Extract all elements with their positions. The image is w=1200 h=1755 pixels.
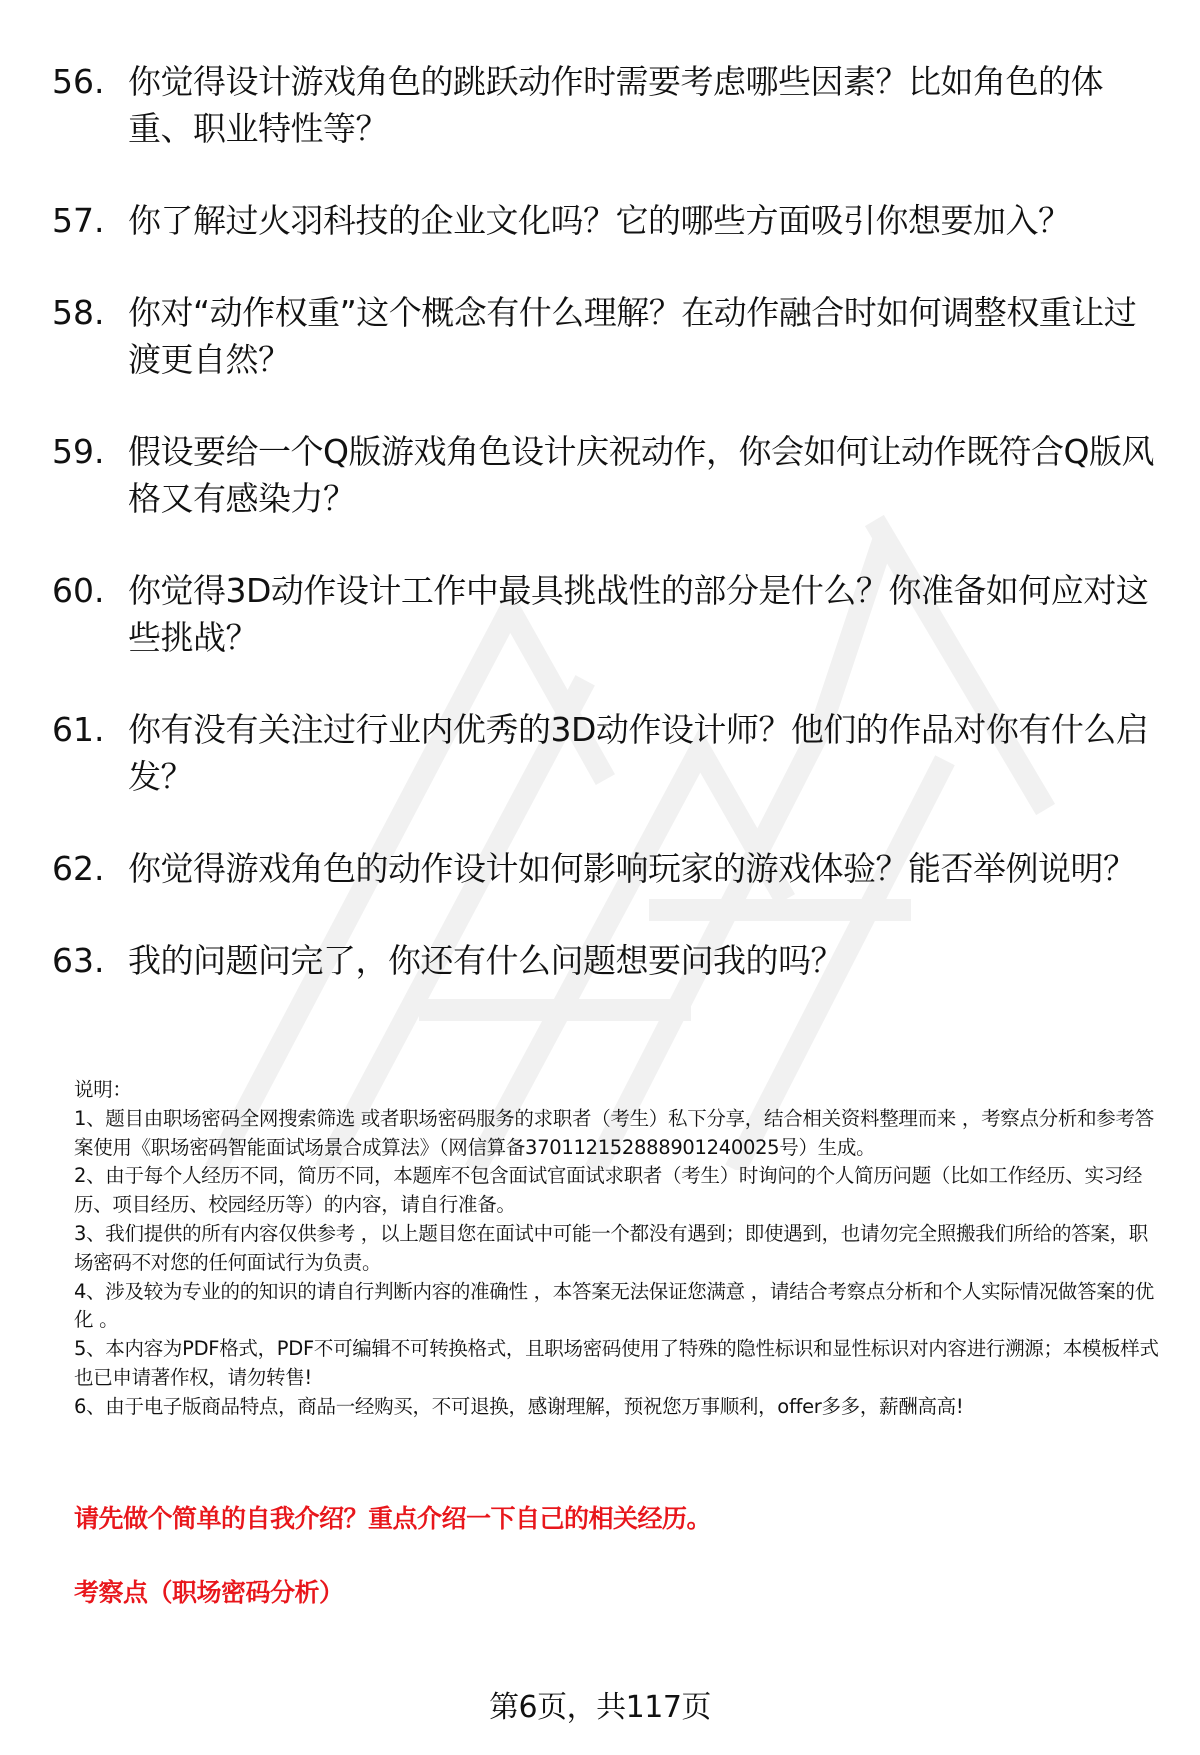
question-number: 60. (52, 571, 105, 610)
question-item (52, 428, 1162, 522)
question-item (52, 845, 1162, 892)
question-item (52, 567, 1162, 661)
question-text: 你有没有关注过行业内优秀的3D动作设计师？他们的作品对你有什么启发？ (128, 710, 1149, 796)
question-text: 你觉得设计游戏角色的跳跃动作时需要考虑哪些因素？比如角色的体重、职业特性等？ (128, 62, 1103, 148)
question-number: 58. (52, 293, 105, 332)
question-number: 63. (52, 941, 105, 980)
page-number: 第6页，共117页 (489, 1690, 711, 1725)
question-item (52, 197, 1162, 244)
note-line: 6、由于电子版商品特点，商品一经购买，不可退换，感谢理解，预祝您万事顺利，offer多多，薪酬高高! (74, 1394, 964, 1418)
question-number: 56. (52, 62, 105, 101)
question-item (52, 58, 1162, 152)
note-line: 2、由于每个人经历不同，简历不同，本题库不包含面试官面试求职者（考生）时询问的个人简历问题（比如工作经历、实习经历、项目经历、校园经历等）的内容，请自行准备。 (74, 1164, 1143, 1217)
question-text: 假设要给一个Q版游戏角色设计庆祝动作，你会如何让动作既符合Q版风格又有感染力？ (128, 432, 1154, 518)
question-text: 你对“动作权重”这个概念有什么理解？在动作融合时如何调整权重让过渡更自然？ (128, 293, 1137, 379)
question-item (52, 289, 1162, 383)
question-text: 你觉得3D动作设计工作中最具挑战性的部分是什么？你准备如何应对这些挑战？ (128, 571, 1149, 657)
question-list (52, 58, 1162, 1029)
question-item (52, 937, 1162, 984)
question-text: 你了解过火羽科技的企业文化吗？它的哪些方面吸引你想要加入？ (128, 201, 1071, 240)
question-text: 我的问题问完了，你还有什么问题想要问我的吗？ (128, 941, 843, 980)
question-number: 59. (52, 432, 105, 471)
notes-title: 说明： (74, 1078, 132, 1101)
question-number: 57. (52, 201, 105, 240)
question-number: 61. (52, 710, 105, 749)
question-number: 62. (52, 849, 105, 888)
notes-section (74, 1076, 1164, 1422)
note-line: 3、我们提供的所有内容仅供参考 ，以上题目您在面试中可能一个都没有遇到；即使遇到，也请勿完全照搬我们所给的答案，职场密码不对您的任何面试行为负责。 (74, 1221, 1149, 1274)
highlight-question: 请先做个简单的自我介绍？重点介绍一下自己的相关经历。 (74, 1504, 712, 1533)
note-line: 5、本内容为PDF格式，PDF不可编辑不可转换格式，且职场密码使用了特殊的隐性标识和显性标识对内容进行溯源；本模板样式也已申请著作权，请勿转售! (74, 1337, 1159, 1389)
question-text: 你觉得游戏角色的动作设计如何影响玩家的游戏体验？能否举例说明？ (128, 849, 1136, 888)
question-item (52, 706, 1162, 800)
analysis-subheading: 考察点（职场密码分析） (74, 1578, 344, 1607)
note-line: 1、题目由职场密码全网搜索筛选 或者职场密码服务的求职者（考生）私下分享，结合相关资料整理而来 ，考察点分析和参考答案使用《职场密码智能面试场景合成算法》（网信算备370112152888901240025号）生成。 (74, 1106, 1154, 1159)
note-line: 4、涉及较为专业的的知识的请自行判断内容的准确性 ，本答案无法保证您满意 ，请结合考察点分析和个人实际情况做答案的优化 。 (74, 1279, 1154, 1332)
